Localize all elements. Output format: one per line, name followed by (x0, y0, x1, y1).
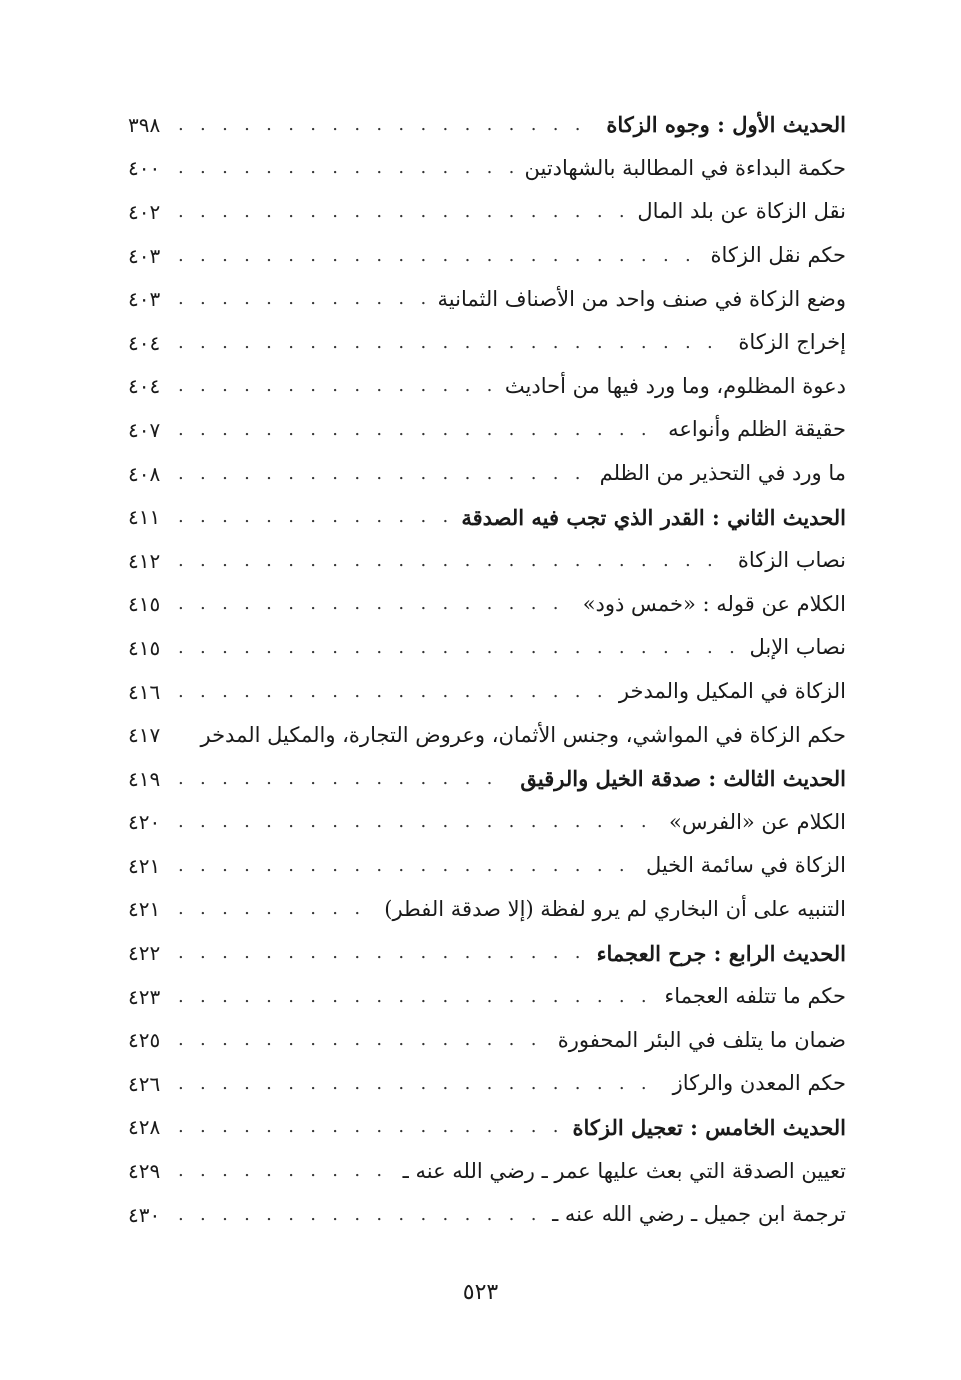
toc-entry-title: دعوة المظلوم، وما ورد فيها من أحاديث (504, 373, 846, 398)
toc-entry (128, 1149, 846, 1193)
toc-page-number: ٤١٥ (128, 592, 161, 617)
toc-entry (128, 103, 846, 147)
toc-page-number: ٤٠٨ (128, 461, 161, 486)
toc-entry (128, 626, 846, 670)
toc-entry-title: الزكاة في المكيل والمدخر (618, 679, 846, 704)
toc-section-heading: الحديث الخامس : تعجيل الزكاة (572, 1114, 846, 1140)
toc-page-number: ٣٩٨ (128, 112, 161, 137)
toc-entry-title: الكلام عن «الفرس» (668, 809, 846, 834)
table-of-contents (128, 103, 846, 1236)
dot-leader (178, 900, 374, 918)
toc-entry (128, 408, 846, 452)
toc-entry (128, 975, 846, 1019)
toc-entry-title: نقل الزكاة عن بلد المال (637, 199, 846, 224)
toc-entry (128, 452, 846, 496)
toc-entry (128, 888, 846, 932)
dot-leader (178, 334, 728, 352)
toc-page-number: ٤١٧ (128, 723, 161, 748)
dot-leader (178, 770, 510, 788)
toc-entry (128, 1018, 846, 1062)
dot-leader (178, 1162, 393, 1180)
toc-entry-title: حكم ما تتلفه العجماء (664, 984, 846, 1009)
toc-page-number: ٤٠٤ (128, 374, 161, 399)
toc-page-number: ٤٢١ (128, 853, 161, 878)
toc-page-number: ٤٢٢ (128, 941, 161, 966)
toc-entry (128, 321, 846, 365)
toc-page-number: ٤٠٣ (128, 287, 161, 312)
toc-page-number: ٤٢١ (128, 897, 161, 922)
page-number: ٥٢٣ (462, 1280, 499, 1305)
toc-entry-title: ضمان ما يتلف في البئر المحفورة (557, 1027, 846, 1052)
toc-section-heading: الحديث الثاني : القدر الذي تجب فيه الصدقة (461, 504, 846, 530)
toc-entry-title: نصاب الإبل (749, 635, 846, 660)
toc-page-number: ٤١٩ (128, 766, 161, 791)
dot-leader (178, 1075, 663, 1093)
toc-page-number: ٤١٥ (128, 635, 161, 660)
dot-leader (178, 290, 428, 308)
dot-leader (178, 116, 596, 134)
toc-page-number: ٤٢٣ (128, 984, 161, 1009)
dot-leader (178, 683, 609, 701)
toc-page-number: ٤٠٤ (128, 330, 161, 355)
toc-page-number: ٤٠٣ (128, 243, 161, 268)
dot-leader (178, 508, 451, 526)
toc-entry (128, 1106, 846, 1150)
dot-leader (178, 377, 495, 395)
dot-leader (178, 1206, 542, 1224)
toc-entry-title: حكم الزكاة في المواشي، وجنس الأثمان، وعروض التجارة، والمكيل المدخر (200, 722, 846, 747)
toc-entry (128, 670, 846, 714)
toc-entry (128, 844, 846, 888)
dot-leader (178, 595, 573, 613)
toc-page-number: ٤٢٦ (128, 1071, 161, 1096)
toc-entry-title: التنبيه على أن البخاري لم يرو لفظة (إلا صدقة الفطر) (384, 896, 846, 921)
toc-entry-title: وضع الزكاة في صنف واحد من الأصناف الثمانية (437, 286, 846, 311)
dot-leader (178, 465, 590, 483)
toc-page-number: ٤٣٠ (128, 1202, 161, 1227)
dot-leader (178, 552, 728, 570)
toc-page-number: ٤٢٨ (128, 1115, 161, 1140)
toc-entry-title: حقيقة الظلم وأنواعه (668, 417, 846, 442)
dot-leader (178, 1118, 563, 1136)
toc-entry (128, 931, 846, 975)
toc-entry-title: تعيين الصدقة التي بعث عليها عمر ـ رضي الله عنه ـ (402, 1158, 846, 1183)
toc-entry (128, 147, 846, 191)
toc-section-heading: الحديث الرابع : جرح العجماء (596, 940, 846, 966)
dot-leader (178, 639, 740, 657)
toc-page-number: ٤١١ (128, 505, 161, 530)
dot-leader (178, 813, 659, 831)
dot-leader (178, 944, 587, 962)
dot-leader (178, 247, 701, 265)
toc-entry-title: ترجمة ابن جميل ـ رضي الله عنه ـ (552, 1202, 846, 1227)
dot-leader (178, 159, 515, 177)
toc-entry (128, 1062, 846, 1106)
toc-entry-title: الزكاة في سائمة الخيل (645, 853, 846, 878)
toc-entry-title: ما ورد في التحذير من الظلم (599, 461, 846, 486)
dot-leader (178, 203, 627, 221)
toc-entry (128, 1193, 846, 1237)
dot-leader (178, 421, 658, 439)
toc-entry-title: نصاب الزكاة (737, 548, 846, 573)
toc-entry (128, 801, 846, 845)
dot-leader (178, 1031, 548, 1049)
toc-page-number: ٤١٢ (128, 548, 161, 573)
toc-entry (128, 190, 846, 234)
toc-page-number: ٤٢٠ (128, 810, 161, 835)
toc-section-heading: الحديث الأول : وجوه الزكاة (606, 112, 846, 138)
toc-entry (128, 757, 846, 801)
toc-entry (128, 583, 846, 627)
dot-leader (178, 988, 654, 1006)
toc-entry-title: الكلام عن قوله : «خمس ذود» (582, 591, 846, 616)
toc-entry-title: حكم المعدن والركاز (672, 1071, 846, 1096)
toc-page-number: ٤٢٩ (128, 1159, 161, 1184)
toc-entry-title: حكمة البداءة في المطالبة بالشهادتين (524, 155, 846, 180)
toc-page-number: ٤١٦ (128, 679, 161, 704)
toc-page-number: ٤٠٠ (128, 156, 161, 181)
toc-entry (128, 365, 846, 409)
toc-entry-title: إخراج الزكاة (738, 330, 846, 355)
toc-entry (128, 495, 846, 539)
toc-page-number: ٤٠٢ (128, 199, 161, 224)
toc-entry-title: حكم نقل الزكاة (710, 243, 846, 268)
toc-entry (128, 539, 846, 583)
toc-page-number: ٤٠٧ (128, 417, 161, 442)
toc-entry (128, 277, 846, 321)
dot-leader (178, 857, 636, 875)
toc-page-number: ٤٢٥ (128, 1028, 161, 1053)
toc-entry (128, 713, 846, 757)
toc-section-heading: الحديث الثالث : صدقة الخيل والرقيق (520, 766, 846, 792)
toc-entry (128, 234, 846, 278)
